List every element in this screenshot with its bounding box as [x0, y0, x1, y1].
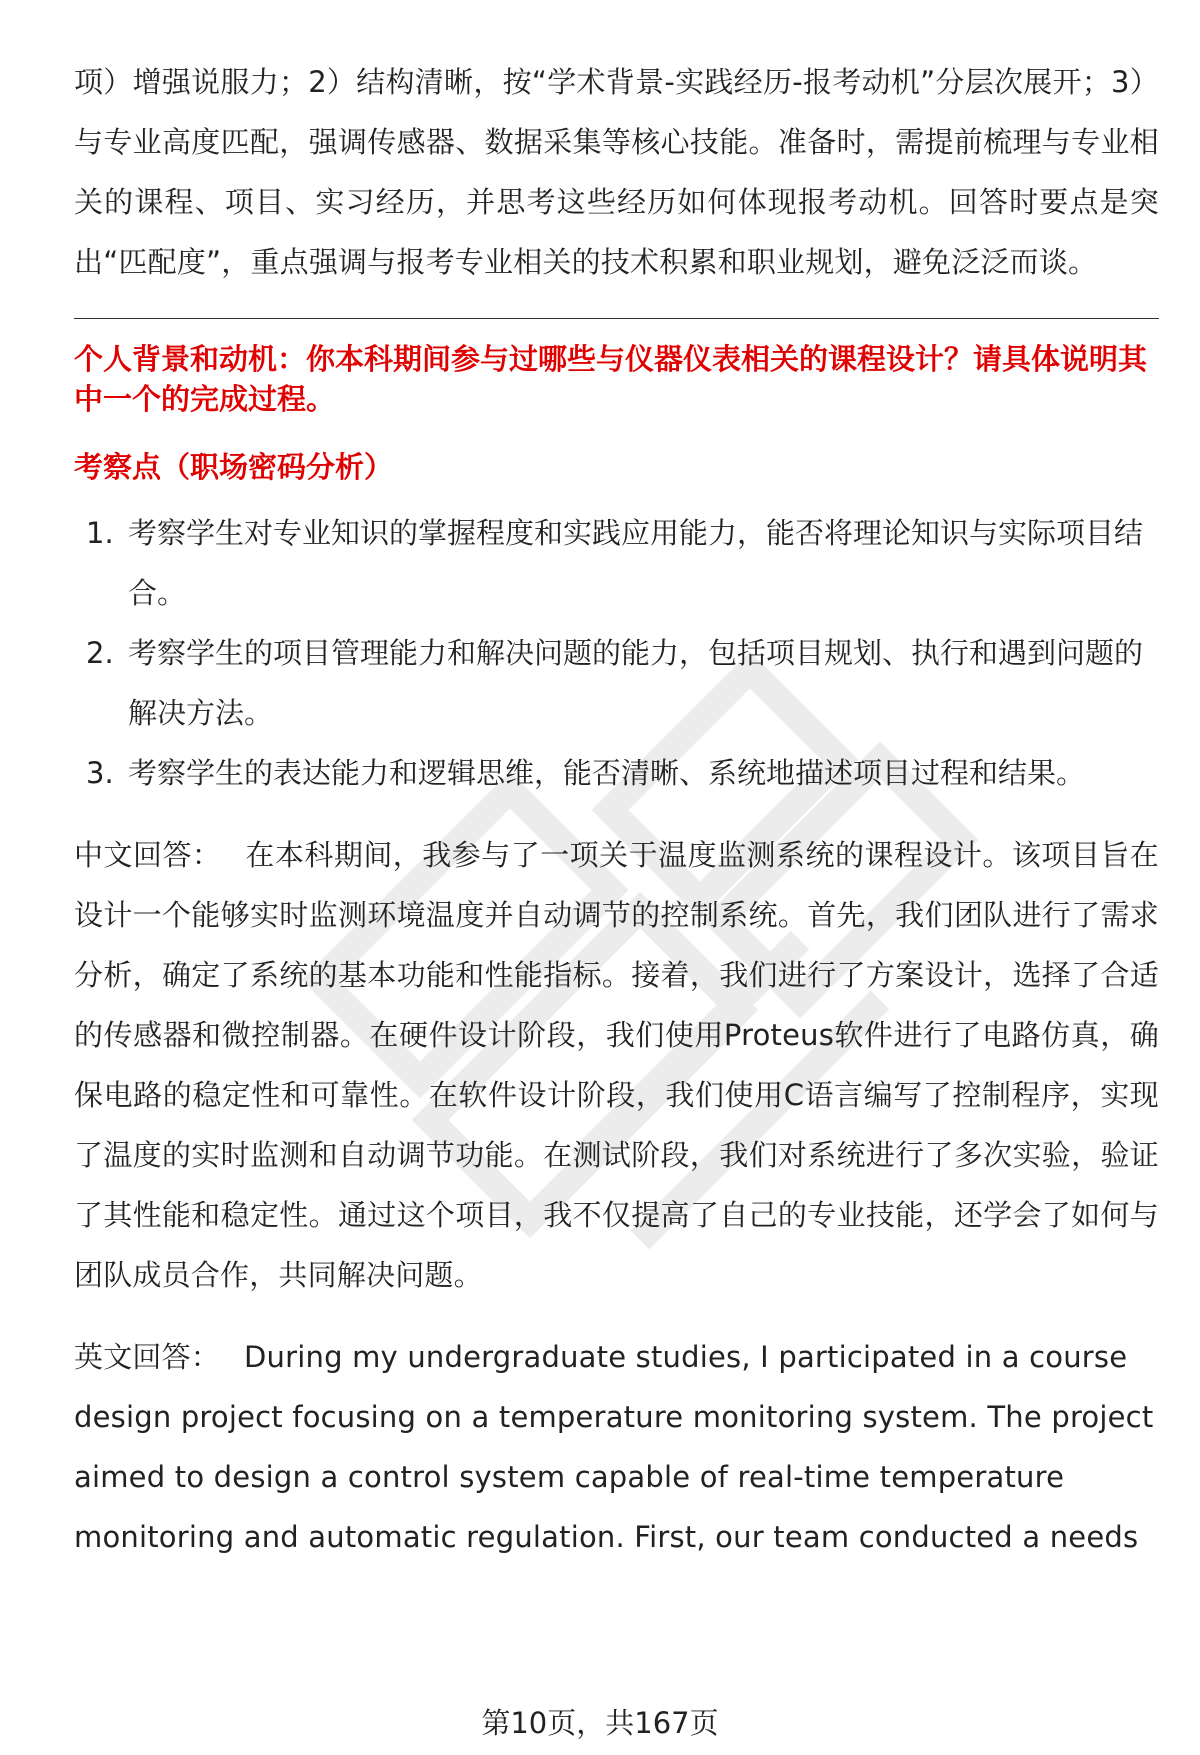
- chinese-answer-label: 中文回答：: [74, 838, 222, 872]
- list-item-text: 考察学生对专业知识的掌握程度和实践应用能力，能否将理论知识与实际项目结合。: [128, 516, 1144, 610]
- list-item-number: 2.: [86, 636, 114, 670]
- document-body: [74, 52, 1159, 1567]
- list-item-number: 3.: [86, 756, 114, 790]
- english-answer-text: During my undergraduate studies, I participated in a course design project focusing on a temperature monitoring system. The project aimed to design a control system capable of real-time temperature monitoring and automatic regulation. First, our team conducted a needs: [74, 1340, 1154, 1554]
- assessment-points-list: [74, 503, 1159, 803]
- list-item-text: 考察学生的表达能力和逻辑思维，能否清晰、系统地描述项目过程和结果。: [128, 756, 1086, 790]
- list-item-number: 1.: [86, 516, 114, 550]
- chinese-answer-text: 在本科期间，我参与了一项关于温度监测系统的课程设计。该项目旨在设计一个能够实时监测环境温度并自动调节的控制系统。首先，我们团队进行了需求分析，确定了系统的基本功能和性能指标。接着，我们进行了方案设计，选择了合适的传感器和微控制器。在硬件设计阶段，我们使用Proteus软件进行了电路仿真，确保电路的稳定性和可靠性。在软件设计阶段，我们使用C语言编写了控制程序，实现了温度的实时监测和自动调节功能。在测试阶段，我们对系统进行了多次实验，验证了其性能和稳定性。通过这个项目，我不仅提高了自己的专业技能，还学会了如何与团队成员合作，共同解决问题。: [74, 838, 1159, 1292]
- page-number-footer: 第10页，共167页: [481, 1706, 719, 1740]
- list-item: [74, 743, 1159, 803]
- english-answer: [74, 1327, 1159, 1567]
- section-divider: [74, 318, 1159, 319]
- list-item: [74, 623, 1159, 743]
- english-answer-label: 英文回答：: [74, 1340, 221, 1374]
- list-item: [74, 503, 1159, 623]
- intro-paragraph: 项）增强说服力；2）结构清晰，按“学术背景-实践经历-报考动机”分层次展开；3）与专业高度匹配，强调传感器、数据采集等核心技能。准备时，需提前梳理与专业相关的课程、项目、实习经历，并思考这些经历如何体现报考动机。回答时要点是突出“匹配度”，重点强调与报考专业相关的技术积累和职业规划，避免泛泛而谈。: [74, 65, 1159, 279]
- list-item-text: 考察学生的项目管理能力和解决问题的能力，包括项目规划、执行和遇到问题的解决方法。: [128, 636, 1144, 730]
- question-heading: 个人背景和动机：你本科期间参与过哪些与仪器仪表相关的课程设计？请具体说明其中一个的完成过程。: [74, 342, 1148, 416]
- points-heading: 考察点（职场密码分析）: [74, 450, 394, 484]
- chinese-answer: [74, 825, 1159, 1305]
